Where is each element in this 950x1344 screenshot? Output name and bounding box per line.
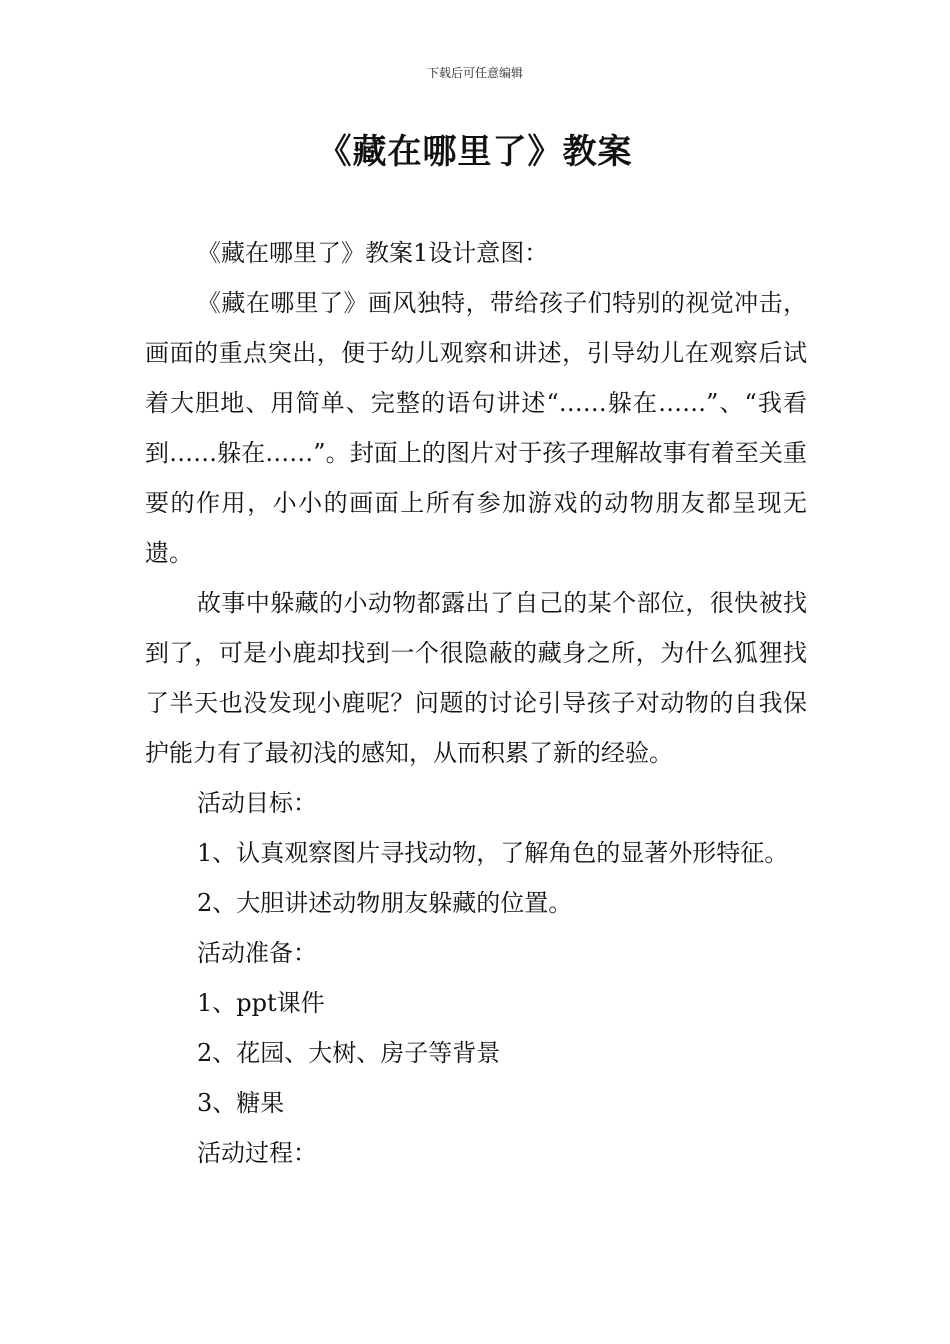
paragraph-process-heading: 活动过程： <box>197 1139 317 1167</box>
paragraph-story-discussion: 故事中躲藏的小动物都露出了自己的某个部位，很快被找到了，可是小鹿却找到一个很隐蔽的藏身之所，为什么狐狸找了半天也没发现小鹿呢？问题的讨论引导孩子对动物的自我保护能力有了最初浅的感知，从而积累了新的经验。 <box>145 589 807 767</box>
header-note: 下载后可任意编辑 <box>426 66 523 80</box>
paragraph-goal-1: 1、认真观察图片寻找动物，了解角色的显著外形特征。 <box>197 839 789 867</box>
paragraph-design-intent-heading: 《藏在哪里了》教案1设计意图： <box>197 239 549 267</box>
paragraph-preparation-heading: 活动准备： <box>197 939 317 967</box>
paragraph-preparation-1: 1、ppt课件 <box>197 989 325 1017</box>
paragraph-goal-2: 2、大胆讲述动物朋友躲藏的位置。 <box>197 889 573 917</box>
document-title: 《藏在哪里了》教案 <box>317 132 633 172</box>
paragraph-preparation-2: 2、花园、大树、房子等背景 <box>197 1039 501 1067</box>
document-body <box>145 228 807 1178</box>
paragraph-design-intent: 《藏在哪里了》画风独特，带给孩子们特别的视觉冲击，画面的重点突出，便于幼儿观察和讲述，引导幼儿在观察后试着大胆地、用简单、完整的语句讲述“……躲在……”、“我看到……躲在……”。封面上的图片对于孩子理解故事有着至关重要的作用，小小的画面上所有参加游戏的动物朋友都呈现无遗。 <box>145 289 807 567</box>
paragraph-preparation-3: 3、糖果 <box>197 1089 285 1117</box>
paragraph-goals-heading: 活动目标： <box>197 789 317 817</box>
